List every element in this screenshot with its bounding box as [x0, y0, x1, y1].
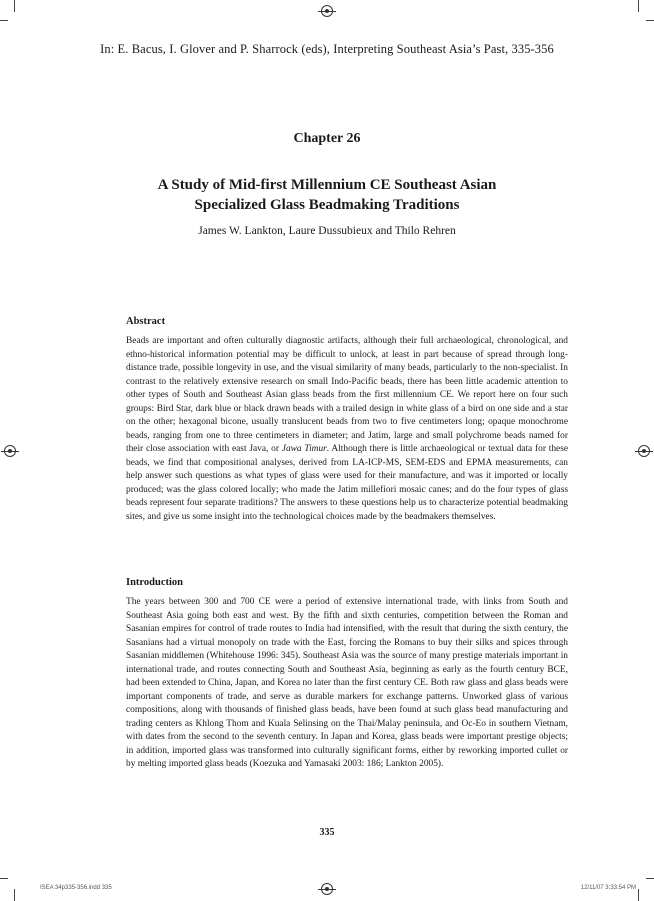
crop-mark [646, 878, 654, 879]
registration-mark-top [321, 5, 333, 17]
crop-mark [14, 889, 15, 901]
abstract-heading: Abstract [126, 316, 166, 327]
abstract-text-part-1: Beads are important and often culturally diagnostic artifacts, although their full archaeological, chronological, and ethno-historical information potential may be difficult to unlock, at least in part because of spread through long-distance trade, possible longevity in use, and the visual similarity of many beads, particularly to the non-specialist. In contrast to the relatively extensive research on small Indo-Pacific beads, there has been little academic attention to other types of South and Southeast Asian glass beads from the first millennium CE. We report here on four such groups: Bird Star, dark blue or black drawn beads with a trailed design in white glass of a bird on one side and a star on the other; hexagonal bicone, usually translucent beads from two to five centimeters long; opaque monochrome beads, ranging from one to three centimeters in diameter; and Jatim, large and small polychrome beads named for their close association with east Java, or [126, 336, 568, 454]
slug-right: 12/11/07 3:33:54 PM [580, 885, 636, 891]
chapter-label: Chapter 26 [293, 131, 361, 146]
introduction-text: The years between 300 and 700 CE were a period of extensive international trade, with links from South and Southeast Asia going both east and west. By the fifth and sixth centuries, competition between the Roman and Sasanian empires for control of trade routes to India had intensified, with the result that during the sixth century, the Sasanians had a virtual monopoly on trade with the East, forcing the Romans to buy their silks and spices through Sasanian middlemen (Whitehouse 1996: 345). Southeast Asia was the source of many prestige materials important in international trade, and routes connecting South and Southeast Asia, beginning as early as the fourth century BCE, had been extended to China, Japan, and Korea no later than the first century CE. Both raw glass and glass beads were important components of trade, and serve as durable markers for exchange patterns. Unworked glass of various compositions, along with thousands of finished glass beads, have been found at such glass bead manufacturing and trading centers as Khlong Thom and Kuala Selinsing on the Thai/Malay peninsula, and Oc-Eo in southern Vietnam, with dates from the second to the seventh century. In Japan and Korea, glass beads were important prestige objects; in addition, imported glass was transformed into culturally significant forms, either by reworking imported cullet or by melting imported glass beads (Koezuka and Yamasaki 2003: 186; Lankton 2005). [126, 597, 568, 769]
registration-mark-bottom [321, 883, 333, 895]
crop-mark [14, 0, 15, 12]
running-head: In: E. Bacus, I. Glover and P. Sharrock (eds), Interpreting Southeast Asia’s Past, 335-356 [100, 42, 554, 56]
abstract-italic-term: Jawa Timur [281, 444, 327, 454]
crop-mark [0, 878, 8, 879]
introduction-heading: Introduction [126, 577, 183, 588]
chapter-title-line-1: A Study of Mid-first Millennium CE Southeast Asian [157, 177, 497, 193]
registration-mark-right [638, 445, 650, 457]
crop-mark [638, 0, 639, 12]
slug-left: ISEA 34p335-356.indd 335 [40, 885, 112, 891]
authors: James W. Lankton, Laure Dussubieux and Thilo Rehren [198, 225, 456, 237]
registration-mark-left [4, 445, 16, 457]
chapter-title [100, 175, 554, 215]
crop-mark [638, 889, 639, 901]
crop-mark [0, 20, 8, 21]
abstract-text [126, 335, 568, 524]
page-number: 335 [319, 827, 335, 838]
abstract-text-part-2: . Although there is little archaeological or textual data for these beads, we find that compositional analyses, derived from LA-ICP-MS, SEM-EDS and EPMA measurements, can help answer such questions as what types of glass were used for their manufacture, and was it imported or locally produced; was the glass colored locally; who made the Jatim millefiori mosaic canes; and do the four types of glass beads represent four separate traditions? The answers to these questions help us to characterize potential beadmaking sites, and give us some insight into the technological choices made by the beadmakers themselves. [126, 444, 569, 522]
chapter-title-line-2: Specialized Glass Beadmaking Traditions [194, 197, 460, 213]
crop-mark [646, 20, 654, 21]
